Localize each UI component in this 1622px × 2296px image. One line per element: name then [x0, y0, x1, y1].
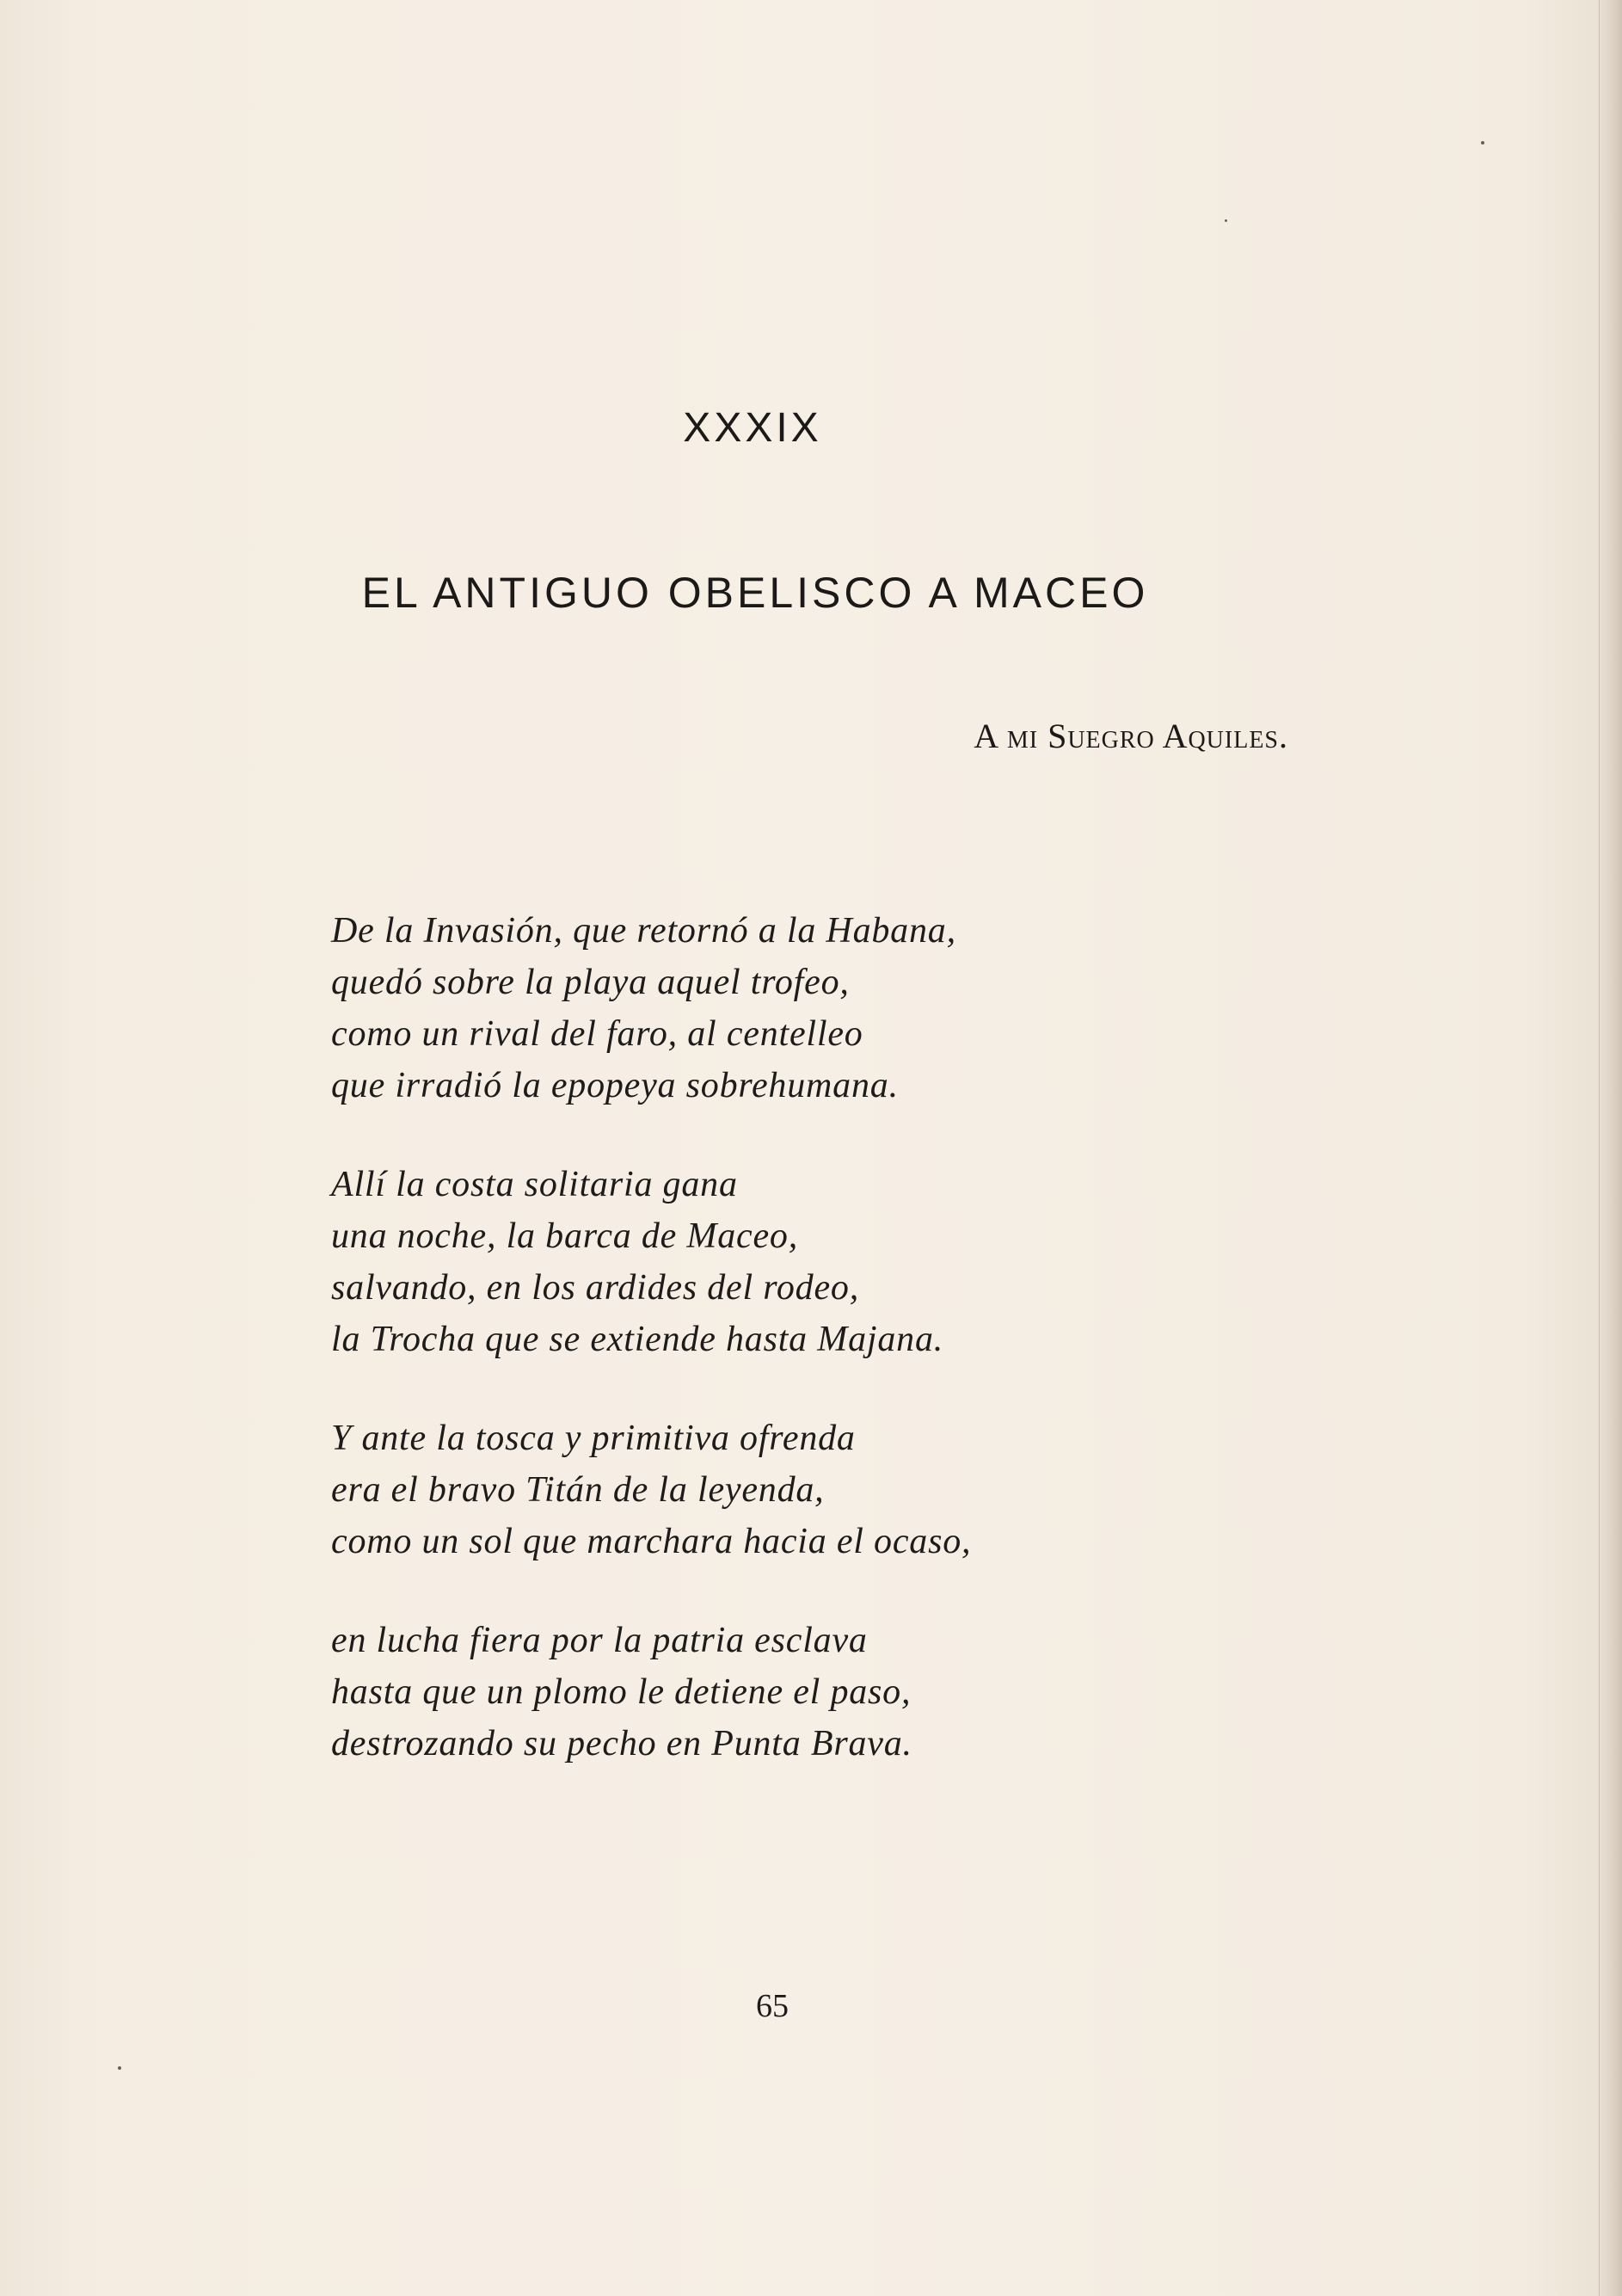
stanza-3	[331, 1413, 1277, 1567]
paper-speck	[118, 2066, 121, 2070]
verse-line: en lucha fiera por la patria esclava	[331, 1621, 868, 1660]
verse-line: quedó sobre la playa aquel trofeo,	[331, 963, 850, 1002]
verse-line: Y ante la tosca y primitiva ofrenda	[331, 1419, 856, 1458]
verse-line: De la Invasión, que retornó a la Habana,	[331, 911, 956, 951]
stanza-2	[331, 1159, 1277, 1365]
paper-speck	[1225, 219, 1227, 222]
verse-line: como un rival del faro, al centelleo	[331, 1014, 863, 1054]
paper-speck	[1481, 141, 1484, 145]
stanza-1	[331, 905, 1277, 1111]
poem-title: EL ANTIGUO OBELISCO A MACEO	[361, 569, 1149, 617]
verse-line: destrozando su pecho en Punta Brava.	[331, 1724, 912, 1764]
verse-line: era el bravo Titán de la leyenda,	[331, 1470, 825, 1510]
page-edge-shadow	[1596, 0, 1622, 2296]
verse-line: hasta que un plomo le detiene el paso,	[331, 1672, 912, 1712]
verse-line: que irradió la epopeya sobrehumana.	[331, 1066, 899, 1105]
verse-line: la Trocha que se extiende hasta Majana.	[331, 1320, 944, 1359]
chapter-number: XXXIX	[683, 405, 822, 451]
page-number: 65	[756, 1988, 789, 2024]
verse-line: salvando, en los ardides del rodeo,	[331, 1268, 859, 1308]
verse-line: una noche, la barca de Maceo,	[331, 1216, 798, 1256]
verse-line: como un sol que marchara hacia el ocaso,	[331, 1522, 972, 1561]
page-fold-line	[1599, 0, 1600, 2296]
verse-line: Allí la costa solitaria gana	[331, 1165, 738, 1204]
poem-body	[331, 905, 1277, 1817]
stanza-4	[331, 1615, 1277, 1770]
dedication: A mi Suegro Aquiles.	[974, 717, 1288, 755]
